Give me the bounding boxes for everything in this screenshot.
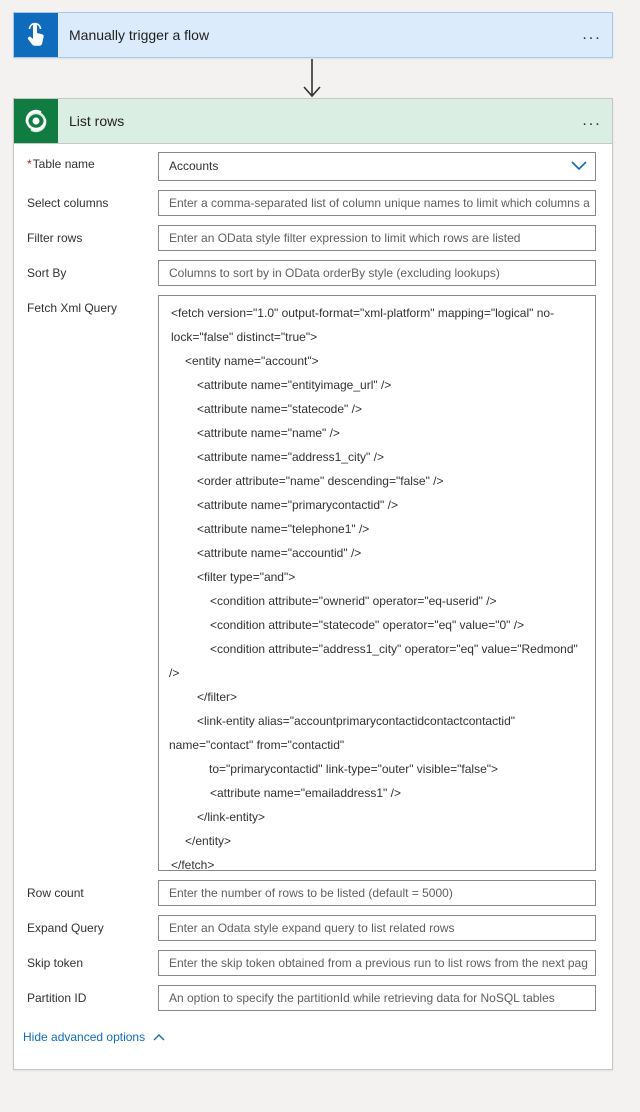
xml-line: <attribute name="primarycontactid" /> [197,498,398,512]
sort-by-label: Sort By [27,266,67,280]
xml-line: <link-entity alias="accountprimarycontactidcontactcontactid" [197,714,516,728]
partition-id-input[interactable]: An option to specify the partitionId while retrieving data for NoSQL tables [158,985,596,1011]
table-name-dropdown[interactable] [158,152,596,181]
row-count-input[interactable]: Enter the number of rows to be listed (default = 5000) [158,880,596,906]
select-columns-label: Select columns [27,196,109,210]
list-rows-header[interactable] [14,99,612,144]
skip-token-input[interactable]: Enter the skip token obtained from a previous run to list rows from the next pag [158,950,596,976]
xml-line: <order attribute="name" descending="false" /> [197,474,444,488]
hide-advanced-options-label: Hide advanced options [23,1030,146,1044]
filter-rows-input[interactable]: Enter an OData style filter expression to limit which rows are listed [158,225,596,251]
row-count-label: Row count [27,886,84,900]
more-options-button[interactable]: ... [582,112,602,129]
table-name-label [27,157,95,171]
chevron-up-icon [153,1033,165,1041]
filter-rows-label: Filter rows [27,231,83,245]
table-name-label-text: Table name [32,157,95,171]
xml-line: <attribute name="entityimage_url" /> [197,378,392,392]
action-title: List rows [69,113,125,129]
xml-line: name="contact" from="contactid" [169,738,345,752]
xml-line: to="primarycontactid" link-type="outer" visible="false"> [209,762,499,776]
trigger-card[interactable] [13,12,613,58]
more-options-button[interactable]: ... [582,26,602,43]
xml-line: <attribute name="emailaddress1" /> [210,786,401,800]
xml-line: <attribute name="name" /> [197,426,340,440]
xml-line: <fetch version="1.0" output-format="xml-platform" mapping="logical" no- [171,306,555,320]
dataverse-icon [14,99,58,143]
xml-line: <condition attribute="statecode" operator="eq" value="0" /> [210,618,525,632]
xml-line: </link-entity> [197,810,266,824]
xml-line: lock="false" distinct="true"> [171,330,318,344]
select-columns-input[interactable]: Enter a comma-separated list of column unique names to limit which columns a [158,190,596,216]
expand-query-input[interactable]: Enter an Odata style expand query to list related rows [158,915,596,941]
trigger-title: Manually trigger a flow [69,27,210,43]
xml-line: <attribute name="accountid" /> [197,546,362,560]
xml-line: <entity name="account"> [185,354,319,368]
xml-line: <attribute name="telephone1" /> [197,522,370,536]
xml-line: /> [169,666,180,680]
xml-line: <condition attribute="ownerid" operator="eq-userid" /> [210,594,497,608]
xml-line: <condition attribute="address1_city" operator="eq" value="Redmond" [210,642,578,656]
fetch-xml-label: Fetch Xml Query [27,301,118,315]
xml-line: <attribute name="address1_city" /> [197,450,384,464]
xml-line: </filter> [197,690,238,704]
skip-token-label: Skip token [27,956,84,970]
hide-advanced-options-link[interactable] [23,1030,165,1044]
xml-line: </entity> [185,834,232,848]
touch-hand-icon [14,13,58,57]
partition-id-label: Partition ID [27,991,87,1005]
list-rows-card[interactable] [13,98,613,1070]
arrow-down-icon [302,57,322,99]
chevron-down-icon [571,161,587,171]
trigger-header[interactable] [14,13,612,57]
fetch-xml-textarea[interactable] [158,295,596,871]
expand-query-label: Expand Query [27,921,104,935]
required-marker: * [27,157,32,171]
table-name-value: Accounts [169,159,219,173]
xml-line: <attribute name="statecode" /> [197,402,362,416]
sort-by-input[interactable]: Columns to sort by in OData orderBy style (excluding lookups) [158,260,596,286]
xml-line: </fetch> [171,858,215,872]
xml-line: <filter type="and"> [197,570,296,584]
